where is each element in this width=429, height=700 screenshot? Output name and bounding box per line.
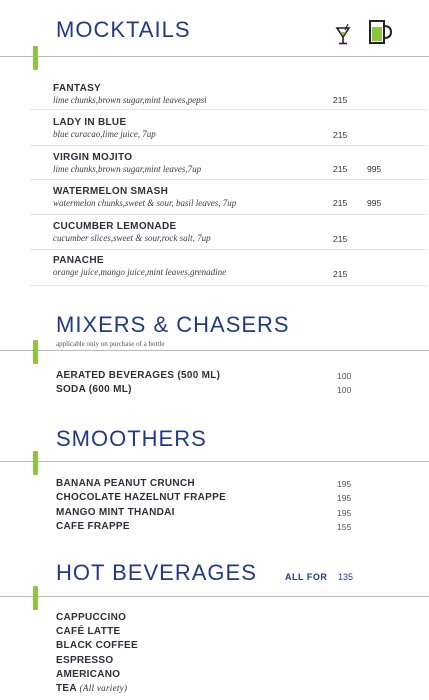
mocktails-accent-bar — [33, 46, 38, 70]
item-price: 100 — [337, 385, 352, 395]
list-item: CAFÉ LATTE — [56, 626, 121, 637]
mixers-note: applicable only on purchase of a bottle — [56, 340, 165, 348]
list-item: PANACHE — [53, 255, 104, 266]
hot-beverages-title: HOT BEVERAGES — [56, 560, 257, 585]
all-for-label: ALL FOR — [285, 572, 328, 582]
divider — [30, 285, 427, 286]
item-description: watermelon chunks,sweet & sour, basil leaves, 7up — [53, 198, 237, 208]
list-item: AMERICANO — [56, 669, 121, 680]
list-item: BANANA PEANUT CRUNCH — [56, 478, 195, 489]
all-for-price: 135 — [338, 572, 354, 582]
list-item: CAFE FRAPPE — [56, 521, 130, 532]
mocktails-rule — [0, 56, 429, 57]
divider — [30, 214, 427, 215]
list-item: CUCUMBER LEMONADE — [53, 221, 177, 232]
cocktail-glass-icon — [335, 22, 351, 46]
list-item: BLACK COFFEE — [56, 640, 138, 651]
item-price: 155 — [337, 522, 352, 532]
item-note: (All variety) — [79, 683, 128, 693]
smoothers-rule — [0, 461, 429, 462]
hot-accent-bar — [33, 586, 38, 610]
item-price: 195 — [337, 493, 352, 503]
mixers-title: MIXERS & CHASERS — [56, 312, 290, 337]
item-price: 215 — [333, 269, 348, 279]
item-price: 215 — [333, 164, 348, 174]
divider — [30, 249, 427, 250]
item-price: 215 — [333, 130, 348, 140]
list-item: ESPRESSO — [56, 655, 114, 666]
list-item: FANTASY — [53, 83, 102, 94]
list-item: WATERMELON SMASH — [53, 186, 169, 197]
list-item: AERATED BEVERAGES (500 ML) — [56, 370, 221, 381]
item-price: 195 — [337, 479, 352, 489]
item-price: 100 — [337, 371, 352, 381]
hot-rule — [0, 596, 429, 597]
item-price-large: 995 — [367, 198, 382, 208]
item-price: 215 — [333, 95, 348, 105]
item-price: 195 — [337, 508, 352, 518]
mocktails-title: MOCKTAILS — [56, 17, 191, 42]
item-price: 215 — [333, 234, 348, 244]
list-item: CHOCOLATE HAZELNUT FRAPPE — [56, 492, 227, 503]
item-description: lime chunks,brown sugar,mint leaves,7up — [53, 164, 202, 174]
list-item: VIRGIN MOJITO — [53, 152, 133, 163]
item-description: lime chunks,brown sugar,mint leaves,pepsi — [53, 95, 207, 105]
smoothers-title: SMOOTHERS — [56, 426, 207, 451]
divider — [30, 109, 427, 110]
mixers-accent-bar — [33, 340, 38, 364]
smoothers-accent-bar — [33, 451, 38, 475]
list-item: SODA (600 ML) — [56, 384, 132, 395]
divider — [30, 145, 427, 146]
item-price: 215 — [333, 198, 348, 208]
list-item: MANGO MINT THANDAI — [56, 507, 175, 518]
item-description: orange juice,mango juice,mint leaves,grenadine — [53, 267, 227, 277]
pitcher-icon — [367, 18, 393, 46]
mixers-rule — [0, 350, 429, 351]
list-item: CAPPUCCINO — [56, 612, 127, 623]
list-item: LADY IN BLUE — [53, 117, 127, 128]
divider — [30, 179, 427, 180]
item-name: TEA — [56, 683, 77, 694]
item-description: cucumber slices,sweet & sour,rock salt, 7up — [53, 233, 211, 243]
item-description: blue curacao,lime juice, 7up — [53, 129, 156, 139]
item-price-large: 995 — [367, 164, 382, 174]
list-item — [56, 683, 127, 694]
